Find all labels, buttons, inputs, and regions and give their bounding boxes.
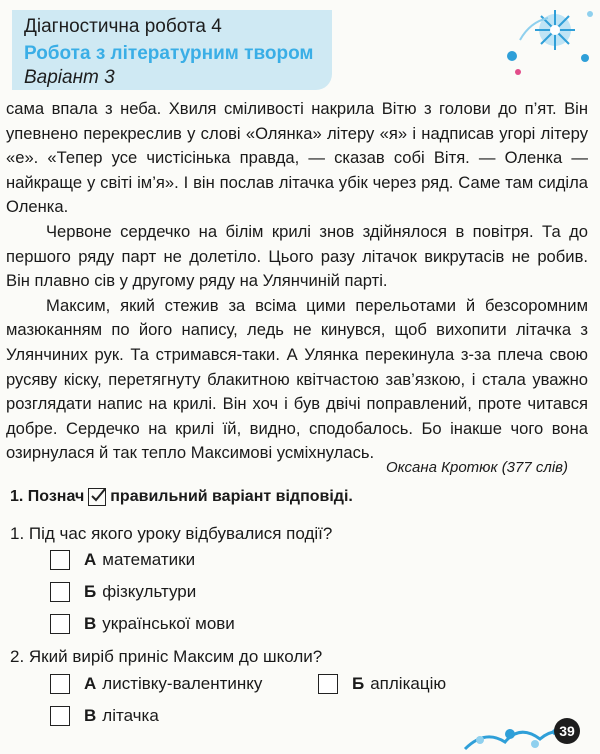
option-text: української мови	[102, 614, 235, 633]
answer-option-1c[interactable]	[50, 614, 235, 634]
option-text: математики	[102, 550, 196, 569]
story-text	[6, 97, 588, 466]
option-letter: В	[84, 706, 97, 725]
page-number: 39	[554, 718, 580, 744]
answer-checkbox[interactable]	[50, 550, 70, 570]
option-letter: В	[84, 614, 97, 633]
answer-checkbox[interactable]	[50, 582, 70, 602]
answer-checkbox[interactable]	[50, 674, 70, 694]
checkbox-checked-icon	[88, 488, 106, 506]
task-instruction-end: правильний варіант відповіді.	[110, 488, 353, 505]
option-text: аплікацію	[370, 674, 447, 693]
question-1: 1. Під час якого уроку відбувалися події?	[10, 524, 333, 543]
option-text: літачка	[102, 706, 159, 725]
answer-checkbox[interactable]	[50, 706, 70, 726]
option-text: фізкультури	[102, 582, 197, 601]
answer-option-1a[interactable]	[50, 550, 195, 570]
work-title: Діагностична робота 4	[24, 16, 222, 37]
task-instruction	[10, 488, 353, 506]
variant-label: Варіант 3	[24, 67, 115, 88]
story-paragraph: Червоне сердечко на білім крилі знов здійнялося в повітря. Та до першого ряду парт не долетіло. Цього разу літачок викрутасів не робив. Він плавно сів у другому ряду на Улянчиній парті.	[6, 221, 588, 291]
author-attribution: Оксана Кротюк (377 слів)	[385, 459, 568, 476]
answer-option-2c[interactable]	[50, 706, 159, 726]
title-banner	[12, 10, 332, 90]
answer-checkbox[interactable]	[50, 614, 70, 634]
answer-checkbox[interactable]	[318, 674, 338, 694]
option-letter: А	[84, 550, 97, 569]
option-letter: Б	[84, 582, 97, 601]
snowflake-decoration-icon	[450, 0, 600, 88]
question-2: 2. Який виріб приніс Максим до школи?	[10, 647, 323, 666]
answer-option-2a[interactable]	[50, 674, 262, 694]
task-instruction-start: 1. Познач	[10, 488, 85, 505]
story-paragraph: сама впала з неба. Хвиля сміливості накрила Вітю з голови до п’ят. Він упевнено перекреслив у слові «Олянка» літеру «я» і надписав угорі літеру «е». «Тепер усе чистісінька правда, — сказав собі Вітя. — Оленка — найкраще у світі ім’я». І він послав літачка убік через ряд. Саме там сиділа Оленка.	[6, 99, 588, 217]
answer-option-1b[interactable]	[50, 582, 196, 602]
answer-option-2b[interactable]	[318, 674, 446, 694]
option-letter: Б	[352, 674, 365, 693]
story-paragraph: Максим, який стежив за всіма цими перельотами й безсоромним мазюканням по його напису, ледь не кинувся, щоб вихопити літачка з Улянчиних рук. Та стримався-таки. А Улянка перекинула з-за плеча свою русяву кіску, перетягнуту блакитною квітчастою зав’язкою, і стала уважно розглядати напис на крилі. Він хоч і був двічі поправлений, проте читався добре. Сердечко на крилі їй, видно, сподобалось. Бо інакше чого вона озирнулася й так тепло Максимові усміхнулась.	[6, 295, 588, 463]
option-letter: А	[84, 674, 97, 693]
option-text: листівку-валентинку	[102, 674, 263, 693]
work-subtitle: Робота з літературним твором	[24, 43, 314, 64]
